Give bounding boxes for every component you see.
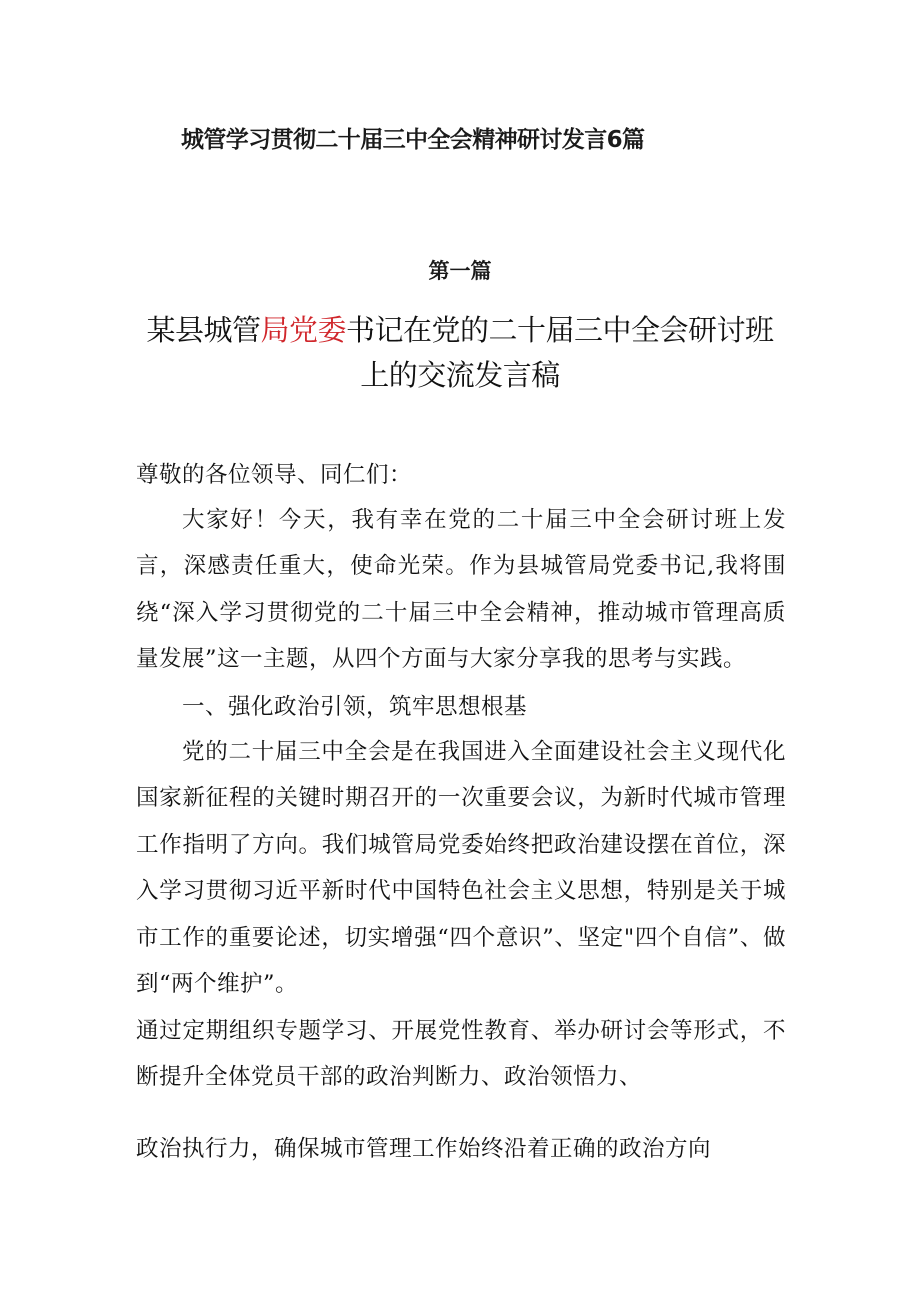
- paragraph-continuation: 政治执行力，确保城市管理工作始终沿着正确的政治方向: [136, 1136, 712, 1162]
- document-title: 城管学习贯彻二十届三中全会精神研讨发言6篇: [181, 127, 645, 153]
- section-label: 第一篇: [428, 259, 492, 283]
- subtitle-highlight: 局党委: [260, 313, 346, 347]
- paragraph-political-guidance: 党的二十届三中全会是在我国进入全面建设社会主义现代化国家新征程的关键时期召开的一次重要会议，为新时代城市管理工作指明了方向。我们城管局党委始终把政治建设摆在首位，深入学习贯彻习近平新时代中国特色社会主义思想，特别是关于城市工作的重要论述，切实增强“四个意识”、坚定"四个自信”、做到“两个维护”。: [136, 739, 786, 998]
- subtitle-text: 某县城管: [146, 313, 261, 347]
- paragraph-intro: 大家好！今天，我有幸在党的二十届三中全会研讨班上发言，深感责任重大，使命光荣。作为县城管局党委书记,我将围绕“深入学习贯彻党的二十届三中全会精神，推动城市管理高质量发展”这一主题，从四个方面与大家分享我的思考与实践。: [136, 507, 786, 673]
- subtitle-line-2: 上的交流发言稿: [360, 358, 560, 392]
- subtitle-text: 书记在党的二十届三中全会研讨班: [346, 313, 774, 347]
- subtitle-line-1: [0, 308, 920, 349]
- section-heading-1: 一、强化政治引领，筑牢思想根基: [182, 694, 528, 720]
- salutation: 尊敬的各位领导、同仁们：: [136, 462, 413, 488]
- paragraph-study-methods: 通过定期组织专题学习、开展党性教育、举办研讨会等形式，不断提升全体党员干部的政治判断力、政治领悟力、: [136, 1018, 786, 1091]
